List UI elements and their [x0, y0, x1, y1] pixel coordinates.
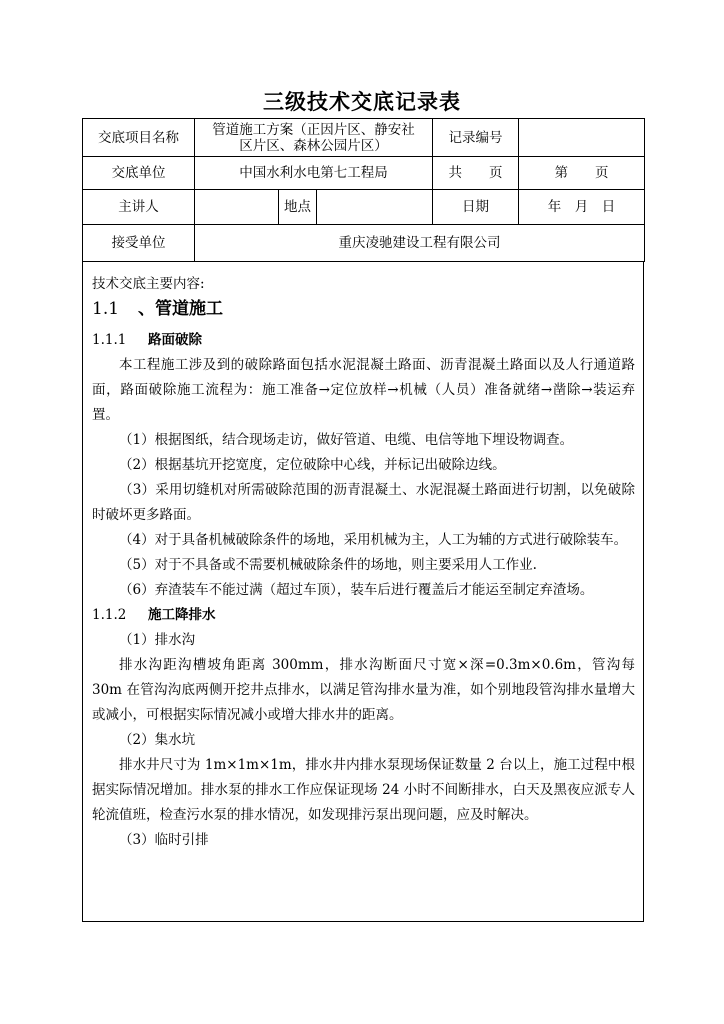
subsection-heading-2 — [92, 603, 635, 628]
item-title: （1）排水沟 — [119, 632, 196, 648]
record-no-value — [519, 119, 645, 157]
location-value — [317, 190, 433, 225]
subsection-number-2: 1.1.2 — [92, 607, 127, 623]
list-item: （1）根据图纸，结合现场走访，做好管道、电缆、电信等地下埋设物调查。 — [119, 432, 574, 448]
section-title: 、管道施工 — [138, 299, 223, 319]
speaker-value — [195, 190, 279, 225]
content-label: 技术交底主要内容: — [92, 276, 205, 292]
subsection-heading-1 — [92, 328, 635, 353]
receiver-value: 重庆凌驰建设工程有限公司 — [195, 225, 645, 262]
item-title: （3）临时引排 — [119, 832, 209, 848]
list-item: （5）对于不具备或不需要机械破除条件的场地，则主要采用人工作业. — [119, 557, 537, 573]
subsection-number-1: 1.1.1 — [92, 332, 127, 348]
list-item: （4）对于具备机械破除条件的场地，采用机械为主，人工为辅的方式进行破除装车。 — [119, 532, 628, 548]
subsection-title-2: 施工降排水 — [148, 607, 216, 623]
content-box — [82, 262, 644, 922]
list-item: （6）弃渣装车不能过满（超过车顶），装车后进行覆盖后才能运至制定弃渣场。 — [119, 582, 594, 598]
header-row-project — [83, 119, 645, 157]
date-value: 年 月 日 — [519, 190, 645, 225]
section-number: 1.1 — [92, 299, 120, 319]
section-heading — [92, 296, 635, 322]
project-value-line2: 区片区、森林公园片区） — [239, 137, 388, 154]
project-label: 交底项目名称 — [83, 119, 195, 157]
paragraph: 本工程施工涉及到的破除路面包括水泥混凝土路面、沥青混凝土路面以及人行通道路面，路面破除施工流程为：施工准备→定位放样→机械（人员）准备就绪→凿除→装运弃置。 — [92, 357, 635, 423]
paragraph: 排水井尺寸为 1m×1m×1m，排水井内排水泵现场保证数量 2 台以上，施工过程中根据实际情况增加。排水泵的排水工作应保证现场 24 小时不间断排水，白天及黑夜应派专人轮流值班，检查污水泵的排水情况，如发现排污泵出现问题，应及时解决。 — [92, 757, 635, 823]
header-row-receiver — [83, 225, 645, 262]
project-value-line1: 管道施工方案（正因片区、静安社 — [212, 121, 415, 138]
receiver-label: 接受单位 — [83, 225, 195, 262]
list-item: （2）根据基坑开挖宽度，定位破除中心线，并标记出破除边线。 — [119, 457, 506, 473]
header-row-unit — [83, 157, 645, 190]
list-item: （3）采用切缝机对所需破除范围的沥青混凝土、水泥混凝土路面进行切割，以免破除时破坏更多路面。 — [92, 482, 635, 523]
date-label: 日期 — [433, 190, 519, 225]
subsection-title-1: 路面破除 — [148, 332, 202, 348]
page-number: 第 页 — [519, 157, 645, 190]
record-no-label: 记录编号 — [433, 119, 519, 157]
header-row-speaker — [83, 190, 645, 225]
project-value — [195, 119, 433, 157]
speaker-label: 主讲人 — [83, 190, 195, 225]
item-title: （2）集水坑 — [119, 732, 196, 748]
location-label: 地点 — [279, 190, 317, 225]
paragraph: 排水沟距沟槽坡角距离 300mm，排水沟断面尺寸宽×深=0.3m×0.6m，管沟每 30m 在管沟沟底两侧开挖井点排水，以满足管沟排水量为准，如个别地段管沟排水量增大或减小，可根据实际情况减小或增大排水井的距离。 — [92, 657, 635, 723]
content-body — [92, 274, 635, 853]
page-title: 三级技术交底记录表 — [263, 90, 461, 114]
unit-label: 交底单位 — [83, 157, 195, 190]
header-table — [82, 118, 645, 262]
total-pages: 共 页 — [433, 157, 519, 190]
unit-value: 中国水利水电第七工程局 — [195, 157, 433, 190]
